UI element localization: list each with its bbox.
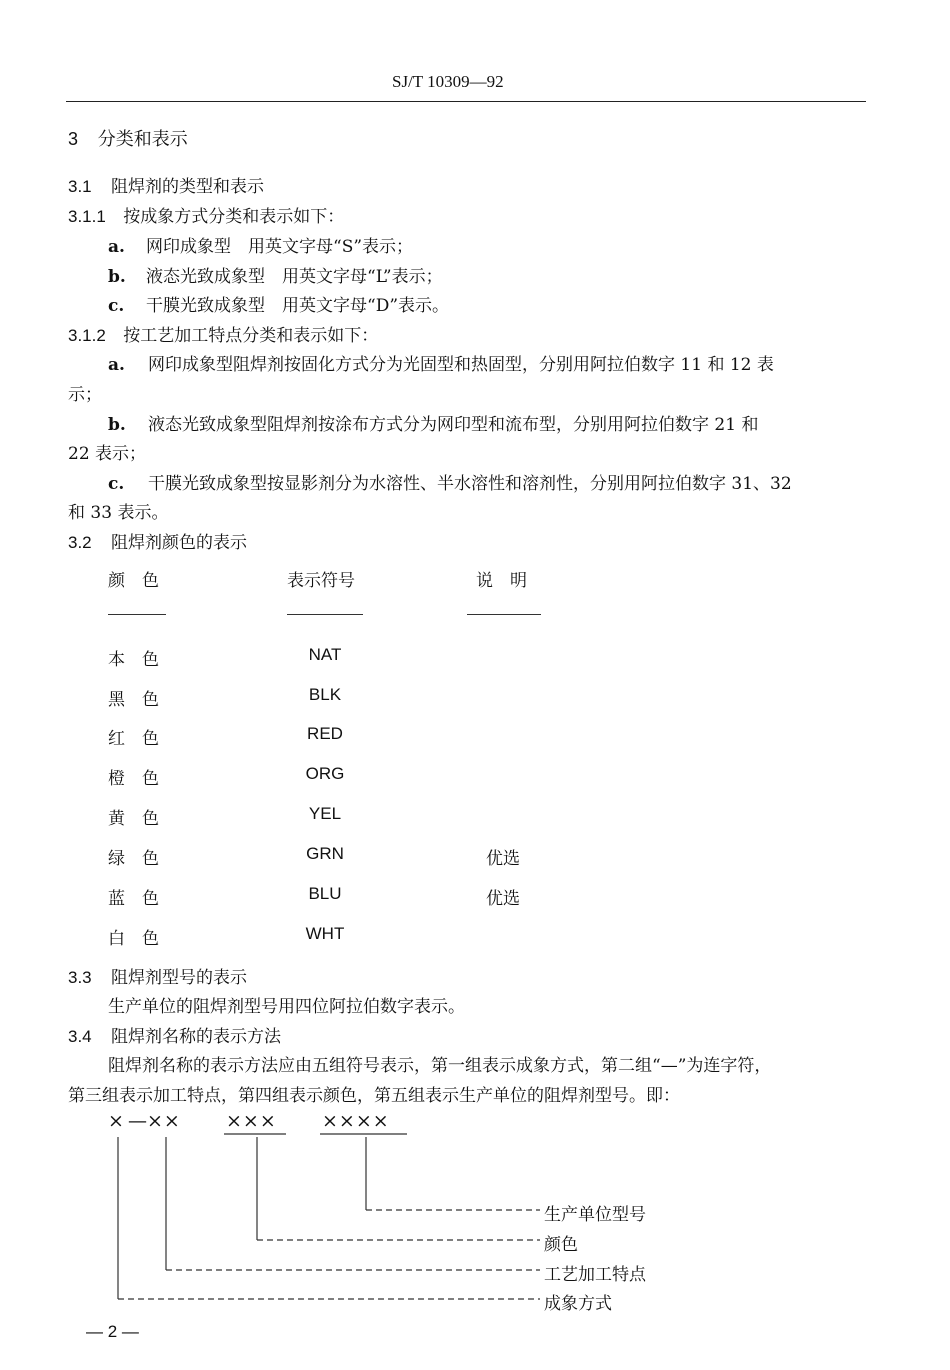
color-code: NAT bbox=[308, 645, 342, 664]
section-number: 3.3 bbox=[68, 968, 92, 987]
color-name: 黄 色 bbox=[108, 809, 159, 829]
document-code: SJ/T 10309—92 bbox=[392, 72, 504, 91]
paragraph: 生产单位的阻焊剂型号用四位阿拉伯数字表示。 bbox=[108, 997, 465, 1017]
formula-group-5: ×××× bbox=[322, 1110, 390, 1132]
list-text: 网印成象型阻焊剂按固化方式分为光固型和热固型，分别用阿拉伯数字 11 和 12 表 bbox=[148, 355, 774, 375]
color-note: 优选 bbox=[486, 889, 520, 909]
formula-label-color: 颜色 bbox=[544, 1235, 578, 1255]
formula-hyphen: — bbox=[128, 1110, 147, 1132]
color-code: RED bbox=[307, 724, 343, 743]
section-title: 阻焊剂颜色的表示 bbox=[111, 533, 248, 553]
section-number: 3 bbox=[68, 129, 79, 149]
list-text: 液态光致成象型 用英文字母“L”表示； bbox=[146, 267, 443, 287]
color-code: WHT bbox=[305, 924, 345, 943]
list-marker: b. bbox=[108, 267, 126, 287]
section-number: 3.2 bbox=[68, 533, 92, 552]
color-code: BLK bbox=[308, 685, 342, 704]
section-number: 3.1.1 bbox=[68, 207, 106, 226]
formula-group-4: ××× bbox=[226, 1110, 277, 1132]
list-text-continuation: 和 33 表示。 bbox=[68, 503, 169, 523]
section-number: 3.1 bbox=[68, 177, 92, 196]
list-marker: a. bbox=[108, 237, 125, 257]
formula-label-manufacturer-model: 生产单位型号 bbox=[544, 1205, 646, 1225]
paragraph-continuation: 第三组表示加工特点，第四组表示颜色，第五组表示生产单位的阻焊剂型号。即： bbox=[68, 1086, 680, 1106]
color-code: YEL bbox=[308, 804, 342, 823]
list-marker: c. bbox=[108, 296, 125, 316]
section-title: 按成象方式分类和表示如下： bbox=[123, 207, 345, 227]
list-text: 网印成象型 用英文字母“S”表示； bbox=[146, 237, 414, 257]
formula-group-3: ×× bbox=[147, 1110, 181, 1132]
color-name: 本 色 bbox=[108, 650, 159, 670]
section-title: 阻焊剂名称的表示方法 bbox=[111, 1027, 282, 1047]
table-header-code: 表示符号 bbox=[287, 571, 355, 591]
formula-group-1: × bbox=[108, 1110, 124, 1132]
section-title: 按工艺加工特点分类和表示如下： bbox=[123, 326, 379, 346]
color-code: BLU bbox=[308, 884, 342, 903]
list-marker: a. bbox=[108, 355, 125, 375]
formula-label-process: 工艺加工特点 bbox=[544, 1265, 646, 1285]
color-code: GRN bbox=[306, 844, 344, 863]
list-text: 液态光致成象型阻焊剂按涂布方式分为网印型和流布型，分别用阿拉伯数字 21 和 bbox=[148, 415, 759, 435]
list-marker: b. bbox=[108, 415, 126, 435]
section-number: 3.1.2 bbox=[68, 326, 106, 345]
table-header-color: 颜 色 bbox=[108, 571, 159, 591]
color-name: 白 色 bbox=[108, 929, 159, 949]
color-name: 红 色 bbox=[108, 729, 159, 749]
color-name: 黑 色 bbox=[108, 690, 159, 710]
list-text: 干膜光致成象型 用英文字母“D”表示。 bbox=[146, 296, 450, 316]
section-title: 阻焊剂型号的表示 bbox=[111, 968, 248, 988]
color-name: 橙 色 bbox=[108, 769, 159, 789]
list-marker: c. bbox=[108, 474, 125, 494]
section-number: 3.4 bbox=[68, 1027, 92, 1046]
list-text-continuation: 22 表示； bbox=[68, 444, 147, 464]
color-name: 绿 色 bbox=[108, 849, 159, 869]
list-text: 干膜光致成象型按显影剂分为水溶性、半水溶性和溶剂性，分别用阿拉伯数字 31、32 bbox=[148, 474, 792, 494]
paragraph: 阻焊剂名称的表示方法应由五组符号表示，第一组表示成象方式，第二组“—”为连字符， bbox=[108, 1056, 772, 1076]
color-code: ORG bbox=[305, 764, 345, 783]
page-number: — 2 — bbox=[86, 1322, 139, 1341]
section-title: 阻焊剂的类型和表示 bbox=[111, 177, 265, 197]
section-title: 分类和表示 bbox=[97, 129, 188, 150]
formula-label-imaging: 成象方式 bbox=[544, 1294, 612, 1314]
list-text-continuation: 示； bbox=[68, 385, 102, 405]
table-header-note: 说 明 bbox=[476, 571, 527, 591]
color-name: 蓝 色 bbox=[108, 889, 159, 909]
color-note: 优选 bbox=[486, 849, 520, 869]
